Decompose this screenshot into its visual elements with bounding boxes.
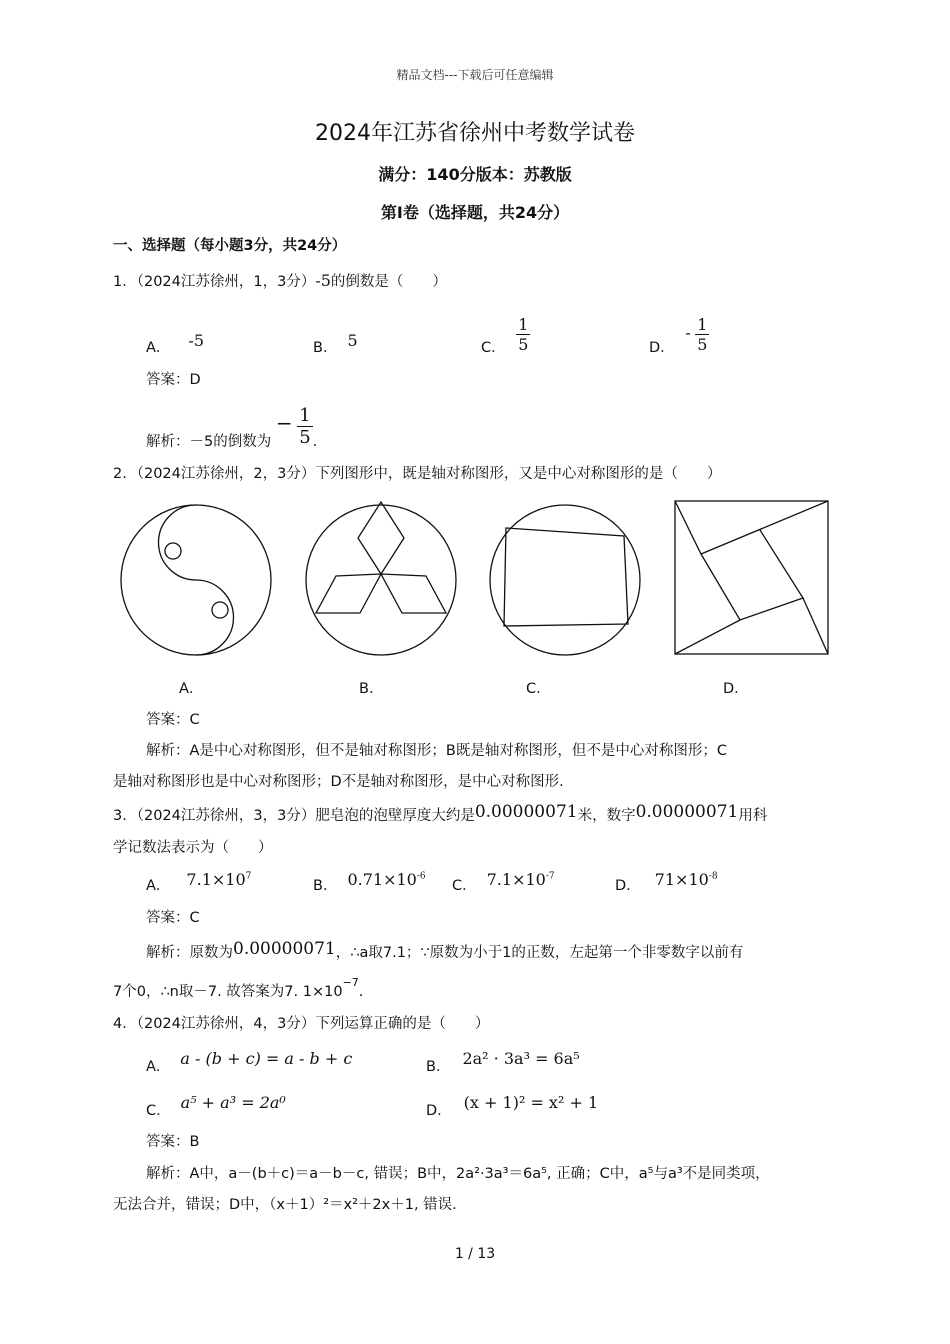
figure-b-three-rhombi	[306, 502, 456, 655]
q4-answer: 答案：B	[146, 1134, 200, 1150]
q4-option-c: C． a⁵ + a³ = 2a⁰	[146, 1093, 286, 1119]
q2-label-c: C．	[526, 681, 551, 697]
q3-stem-line2: 学记数法表示为（ ）	[113, 840, 273, 856]
page-number: 1 / 13	[454, 1246, 496, 1262]
q2-explanation-line2: 是轴对称图形也是中心对称图形；D不是轴对称图形，是中心对称图形.	[113, 774, 564, 790]
q1-explanation: 解析：－5的倒数为 − $\frac{1}{5}$ .	[146, 404, 318, 450]
q1-option-d: D． - $\frac{1}{5}$	[649, 314, 708, 356]
part-title: 第I卷（选择题，共24分）	[380, 203, 570, 222]
figure-a-taiji	[121, 505, 271, 655]
q2-explanation-line1: 解析：A是中心对称图形，但不是轴对称图形；B既是轴对称图形，但不是中心对称图形；C	[146, 743, 727, 759]
q4-explanation-line2: 无法合并，错误；D中，（x＋1）²＝x²＋2x＋1, 错误.	[113, 1197, 457, 1213]
q4-stem: 4．（2024江苏徐州，4，3分）下列运算正确的是（ ）	[113, 1016, 490, 1032]
q3-option-a: A． $7.1\times 10^7$	[146, 870, 252, 894]
q1-stem: 1．（2024江苏徐州，1，3分）-5的倒数是（ ）	[113, 271, 447, 290]
page-header: 精品文档---下载后可任意编辑	[396, 68, 554, 82]
q2-label-d: D．	[723, 681, 749, 697]
q2-figures	[110, 492, 850, 667]
q2-stem: 2．（2024江苏徐州，2，3分）下列图形中，既是轴对称图形，又是中心对称图形的是（ ）	[113, 466, 722, 482]
figure-c-rectangle-in-circle	[490, 505, 640, 655]
q4-option-d: D． (x + 1)² = x² + 1	[426, 1093, 599, 1119]
page-title: 2024年江苏省徐州中考数学试卷	[315, 121, 635, 146]
q1-option-a: A． -5	[146, 331, 205, 356]
q3-answer: 答案：C	[146, 910, 200, 926]
q4-option-b: B． 2a² · 3a³ = 6a⁵	[426, 1049, 580, 1075]
section-title: 一、选择题（每小题3分，共24分）	[113, 238, 347, 254]
q4-explanation-line1: 解析：A中，a－(b＋c)＝a－b－c, 错误；B中，2a²·3a³＝6a⁵, 正确；C中，a⁵与a³不是同类项，	[146, 1166, 770, 1182]
q3-stem-line1: 3．（2024江苏徐州，3，3分）肥皂泡的泡壁厚度大约是0.00000071米，数字0.00000071用科	[113, 802, 768, 824]
q3-explanation-line2: 7个0，∴n取－7. 故答案为7. $1\times 10^{-7}$.	[113, 976, 364, 1000]
q2-answer: 答案：C	[146, 712, 200, 728]
figure-d-pinwheel-square	[675, 501, 828, 654]
q2-label-a: A．	[179, 681, 204, 697]
q3-option-b: B． $0.71\times 10^{-6}$	[313, 870, 426, 894]
q3-option-d: D． $71\times 10^{-8}$	[615, 870, 718, 894]
q2-label-b: B．	[359, 681, 384, 697]
q4-option-a: A． a - (b + c) = a - b + c	[146, 1049, 353, 1075]
q1-option-c: C． $\frac{1}{5}$	[481, 314, 529, 356]
q1-option-b: B． 5	[313, 331, 358, 356]
q3-explanation-line1: 解析：原数为0.00000071，∴a取7.1；∵原数为小于1的正数，左起第一个非零数字以前有	[146, 939, 744, 961]
q1-answer: 答案：D	[146, 372, 201, 388]
exam-subtitle: 满分：140分版本：苏教版	[378, 165, 572, 184]
q3-option-c: C． $7.1\times 10^{-7}$	[452, 870, 555, 894]
